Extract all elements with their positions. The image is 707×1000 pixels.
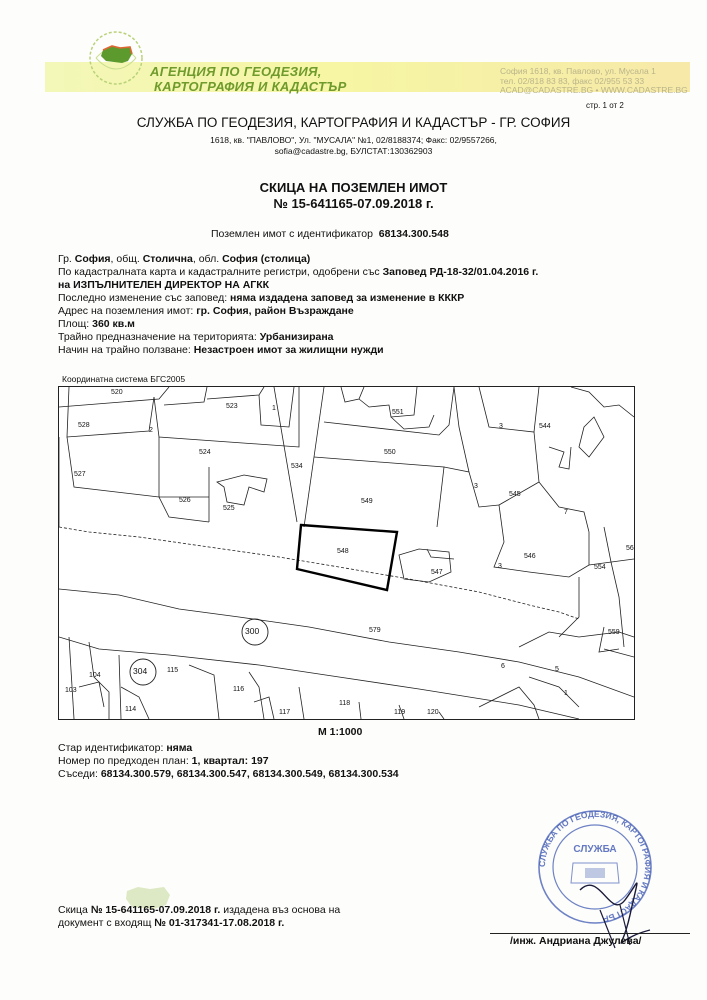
- parcel-label: 114: [125, 706, 137, 713]
- svg-text:СЛУЖБА: СЛУЖБА: [573, 844, 617, 855]
- parcel-label: 545: [509, 491, 521, 498]
- parcel-label: 579: [369, 627, 381, 634]
- identifier-line: Поземлен имот с идентификатор 68134.300.548: [211, 228, 449, 240]
- regulation-label-304: 304: [133, 666, 148, 676]
- office-title: СЛУЖБА ПО ГЕОДЕЗИЯ, КАРТОГРАФИЯ И КАДАСТЪР - ГР. СОФИЯ: [136, 115, 571, 130]
- identifier-value: 68134.300.548: [378, 228, 449, 240]
- parcel-label: 120: [427, 709, 439, 716]
- parcel-label: 554: [594, 564, 606, 571]
- parcel-label: 523: [226, 403, 238, 410]
- issued-line-1: Скица № 15-641165-07.09.2018 г. издадена въз основа на: [58, 904, 341, 916]
- parcel-label: 7: [564, 509, 568, 516]
- page-number: стр. 1 от 2: [586, 101, 624, 110]
- parcel-labels: [59, 387, 634, 719]
- parcel-label-subject: 548: [337, 548, 349, 555]
- parcel-label: 3: [474, 483, 478, 490]
- parcel-label: 117: [279, 709, 291, 716]
- parcel-label: 56: [626, 545, 634, 552]
- purpose-line: Трайно предназначение на територията: Урбанизирана: [58, 331, 334, 343]
- parcel-label: 115: [167, 667, 179, 674]
- parcel-label: 3: [498, 563, 502, 570]
- parcel-label: 528: [78, 422, 90, 429]
- location-line: Гр. София, общ. Столична, обл. София (столица): [58, 253, 311, 265]
- parcel-label: 549: [361, 498, 373, 505]
- parcel-label: 524: [199, 449, 211, 456]
- parcel-label: 550: [384, 449, 396, 456]
- parcel-label: 104: [89, 672, 101, 679]
- old-identifier-line: Стар идентификатор: няма: [58, 742, 193, 754]
- parcel-label: 520: [111, 389, 123, 396]
- parcel-label: 116: [233, 686, 245, 693]
- office-address: 1618, кв. "ПАВЛОВО", Ул. "МУСАЛА" №1, 02/8188374; Факс: 02/9557266,: [210, 135, 497, 145]
- parcel-label: 2: [149, 427, 153, 434]
- parcel-label: 1: [564, 690, 568, 697]
- approved-by: на ИЗПЪЛНИТЕЛЕН ДИРЕКТОР НА АГКК: [58, 279, 270, 291]
- last-change-line: Последно изменение със заповед: няма издадена заповед за изменение в КККР: [58, 292, 465, 304]
- parcel-label: 119: [394, 709, 406, 716]
- coordinate-system: Координатна система БГС2005: [62, 374, 186, 384]
- area-line: Площ: 360 кв.м: [58, 318, 135, 330]
- approved-line: По кадастралната карта и кадастралните регистри, одобрени със Заповед РД-18-32/01.04.2016 г.: [58, 266, 539, 278]
- signatory-name: /инж. Андриана Джулева/: [510, 935, 642, 947]
- doc-number: № 15-641165-07.09.2018 г.: [273, 196, 434, 211]
- parcel-label: 103: [65, 687, 77, 694]
- regulation-label-300: 300: [245, 626, 260, 636]
- issued-line-2: документ с входящ № 01-317341-17.08.2018 г.: [58, 917, 285, 929]
- signature-line: [490, 933, 690, 934]
- parcel-label: 3: [499, 423, 503, 430]
- svg-text:СЛУЖБА ПО ГЕОДЕЗИЯ, КАРТОГРАФИ: СЛУЖБА ПО ГЕОДЕЗИЯ, КАРТОГРАФИЯ И КАДАСТЪР: [536, 808, 654, 925]
- agency-logo: [86, 28, 146, 88]
- parcel-label: 525: [223, 505, 235, 512]
- agency-name: АГЕНЦИЯ ПО ГЕОДЕЗИЯ, КАРТОГРАФИЯ И КАДАСТЪР: [150, 64, 347, 94]
- neighbors-line: Съседи: 68134.300.579, 68134.300.547, 68134.300.549, 68134.300.534: [58, 768, 399, 780]
- parcel-label: 546: [524, 553, 536, 560]
- office-contact: sofia@cadastre.bg, БУЛСТАТ:130362903: [274, 146, 433, 156]
- address-line: Адрес на поземления имот: гр. София, район Възраждане: [58, 305, 354, 317]
- usage-line: Начин на трайно ползване: Незастроен имот за жилищни нужди: [58, 344, 384, 356]
- parcel-label: 1: [272, 405, 276, 412]
- parcel-label: 544: [539, 423, 551, 430]
- parcel-label: 551: [392, 409, 404, 416]
- parcel-label: 547: [431, 569, 443, 576]
- parcel-label: 534: [291, 463, 303, 470]
- map-scale: М 1:1000: [318, 726, 363, 738]
- doc-title: СКИЦА НА ПОЗЕМЛЕН ИМОТ: [259, 180, 448, 195]
- previous-plan-line: Номер по предходен план: 1, квартал: 197: [58, 755, 269, 767]
- parcel-label: 526: [179, 497, 191, 504]
- cadastral-map: [58, 386, 635, 720]
- parcel-label: 527: [74, 471, 86, 478]
- parcel-label: 559: [608, 629, 620, 636]
- parcel-label: 6: [501, 663, 505, 670]
- parcel-label: 5: [555, 666, 559, 673]
- agency-address: София 1618, кв. Павлово, ул. Мусала 1 тел. 02/818 83 83, факс 02/955 53 33 ACAD@CADASTRE.BG • WWW.CADASTRE.BG: [500, 66, 688, 95]
- parcel-label: 118: [339, 700, 351, 707]
